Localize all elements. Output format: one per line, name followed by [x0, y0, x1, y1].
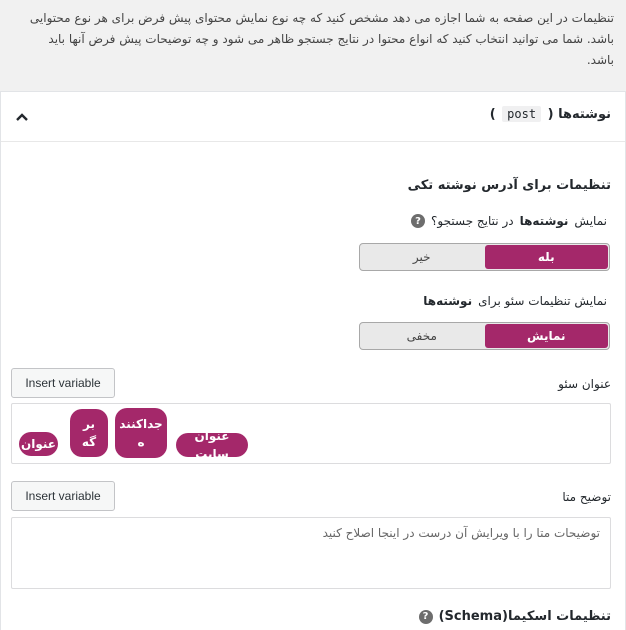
paren-open: (	[547, 107, 554, 122]
show-seo-settings-label	[423, 294, 607, 308]
meta-description-placeholder: توضیحات متا را با ویرایش آن درست در اینجا اصلاح کنید	[322, 526, 600, 540]
panel-title-text: نوشته‌ها	[558, 107, 611, 122]
schema-help-icon[interactable]: ?	[419, 610, 433, 624]
variable-pill-separator[interactable]: جداکنند ه	[115, 408, 167, 458]
post-type-code: post	[502, 106, 541, 122]
paren-close: )	[489, 107, 496, 122]
show-seo-settings-toggle	[359, 322, 610, 350]
schema-heading-text: تنظیمات اسکیما(Schema)	[438, 609, 611, 624]
meta-description-insert-variable-button[interactable]: Insert variable	[11, 481, 115, 511]
post-type-panel	[0, 92, 626, 630]
intro-box	[0, 0, 626, 92]
meta-description-label: توضیح متا	[562, 490, 611, 504]
seo-title-label: عنوان سئو	[558, 377, 611, 391]
toggle-option-hide[interactable]: مخفی	[406, 329, 437, 343]
show-in-search-prefix: نمایش	[574, 214, 607, 228]
show-seo-settings-bold: نوشته‌ها	[423, 294, 473, 308]
single-settings-heading: تنظیمات برای آدرس نوشته تکی	[407, 178, 611, 193]
collapse-button[interactable]	[11, 106, 33, 128]
toggle-option-yes[interactable]: بله	[485, 245, 609, 269]
toggle-option-show[interactable]: نمایش	[485, 324, 609, 348]
panel-header[interactable]	[1, 92, 625, 142]
seo-title-insert-variable-button[interactable]: Insert variable	[11, 368, 115, 398]
show-in-search-toggle	[359, 243, 610, 271]
variable-pill-title[interactable]: عنوان	[19, 432, 58, 456]
show-in-search-suffix: در نتایج جستجو؟	[431, 214, 514, 228]
panel-title	[490, 107, 611, 122]
chevron-up-icon	[15, 112, 29, 122]
show-in-search-bold: نوشته‌ها	[519, 214, 569, 228]
show-seo-settings-prefix: نمایش تنظیمات سئو برای	[478, 294, 607, 308]
variable-pill-page[interactable]: بر گه	[70, 409, 108, 457]
seo-title-editor[interactable]	[11, 403, 611, 464]
meta-description-editor[interactable]	[11, 517, 611, 589]
help-icon[interactable]: ?	[411, 214, 425, 228]
intro-text: تنظیمات در این صفحه به شما اجازه می دهد مشخص کنید که چه نوع نمایش محتوای پیش فرض برای هر نوع محتوایی باشد. شما می توانید انتخاب کنید که انواع محتوا در نتایج جستجو ظاهر می شود و چه توضیحات پیش فرض آنها باید باشد.	[29, 11, 614, 67]
show-in-search-label	[411, 214, 607, 228]
schema-settings-heading	[419, 609, 611, 624]
toggle-option-no[interactable]: خیر	[412, 250, 431, 264]
variable-pill-site-title[interactable]: عنوان سایت	[176, 433, 248, 457]
